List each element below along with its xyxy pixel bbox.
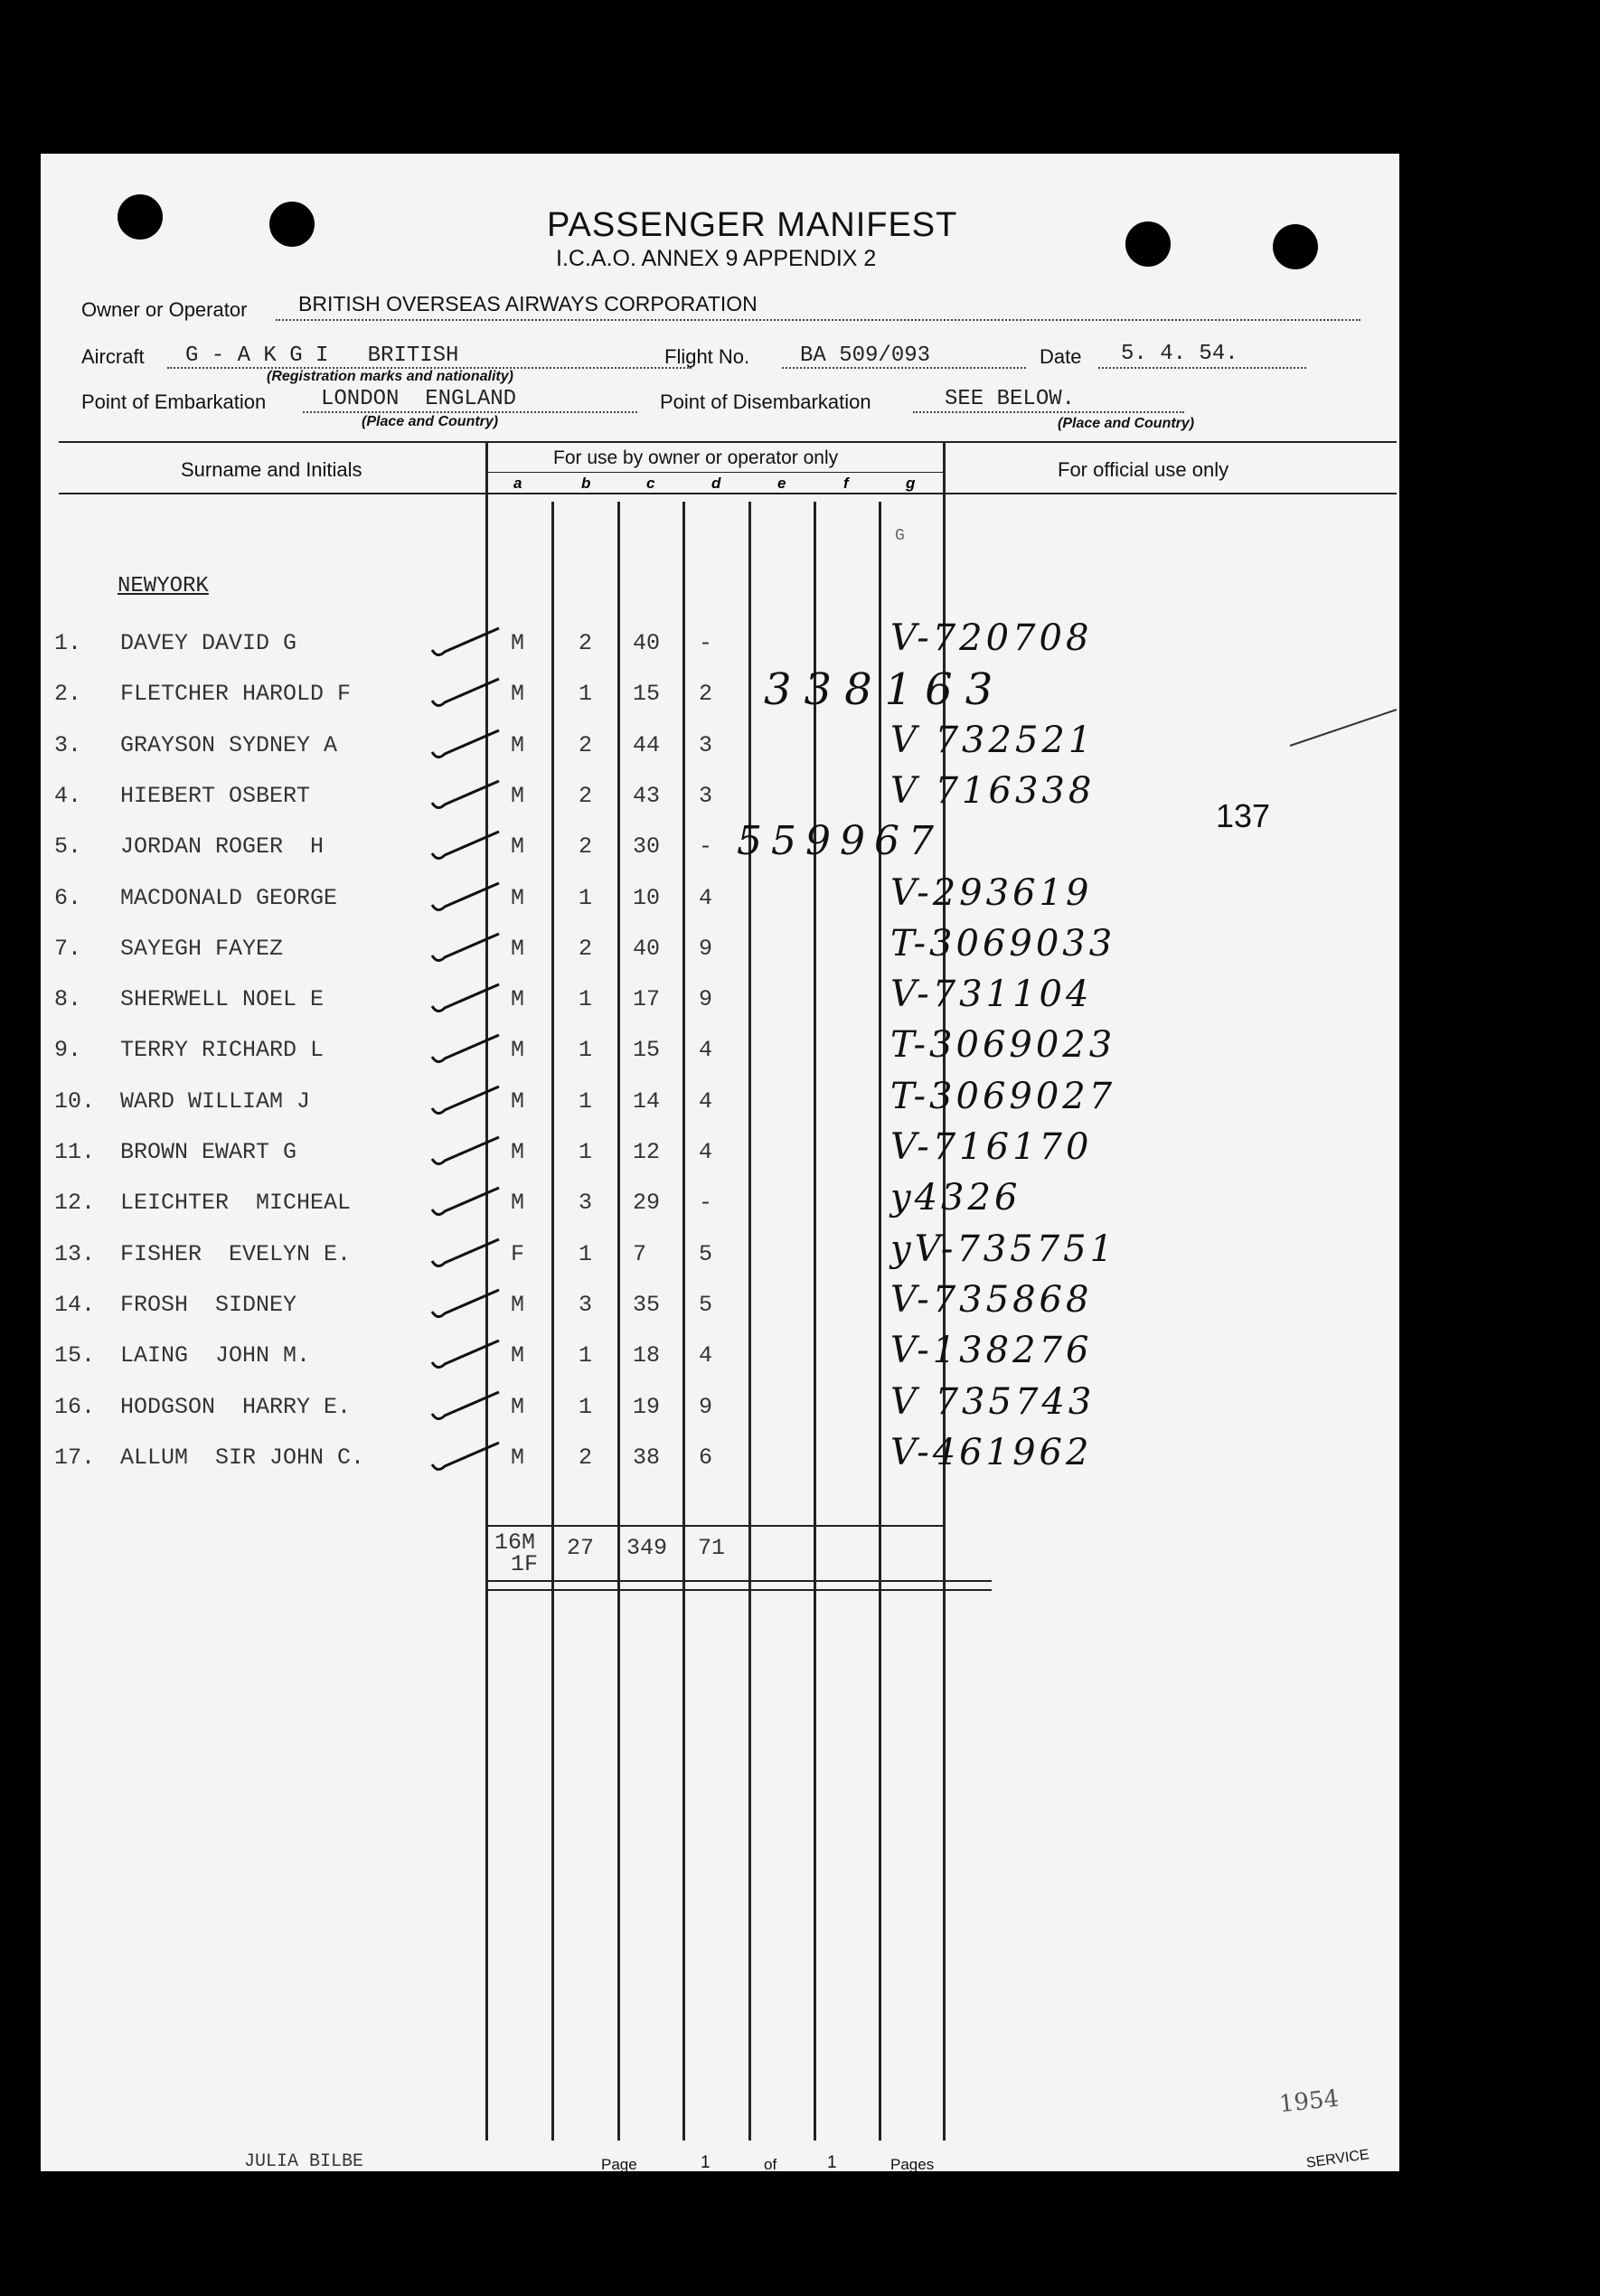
cell-a: M — [511, 1342, 525, 1369]
row-number: 14. — [54, 1292, 96, 1318]
passenger-name: DAVEY DAVID G — [120, 630, 297, 656]
handwritten-note-row5: 559967 — [737, 818, 943, 864]
row-number: 9. — [54, 1037, 82, 1063]
cell-c: 30 — [633, 833, 661, 860]
official-number: V-138276 — [890, 1330, 1093, 1371]
embark-label: Point of Embarkation — [81, 391, 267, 413]
aircraft-label: Aircraft — [81, 345, 145, 368]
check-mark — [425, 672, 506, 717]
passenger-name: LAING JOHN M. — [120, 1342, 311, 1369]
official-number: T-3069023 — [890, 1024, 1116, 1066]
total-a-female: 1F — [511, 1551, 539, 1577]
cell-a: M — [511, 681, 525, 707]
passenger-name: TERRY RICHARD L — [120, 1037, 325, 1063]
table-row — [41, 770, 1397, 828]
official-number: V-716170 — [890, 1126, 1093, 1168]
check-mark — [425, 1181, 506, 1226]
table-row — [41, 974, 1397, 1031]
cell-c: 40 — [633, 630, 661, 656]
cell-a: M — [511, 1394, 525, 1420]
official-number: V-731104 — [890, 974, 1093, 1015]
row-number: 2. — [54, 681, 82, 707]
embark-value: LONDON ENGLAND — [321, 387, 517, 411]
cell-b: 1 — [579, 1394, 593, 1420]
row-number: 1. — [54, 630, 82, 656]
row-number: 17. — [54, 1444, 96, 1471]
cell-c: 29 — [633, 1190, 661, 1216]
cell-a: M — [511, 936, 525, 962]
punch-hole — [269, 202, 315, 247]
table-row — [41, 872, 1397, 930]
cell-d: 9 — [699, 1394, 713, 1420]
row-number: 11. — [54, 1139, 96, 1165]
disembark-label: Point of Disembarkation — [660, 391, 871, 413]
official-number: V-461962 — [890, 1432, 1093, 1473]
cell-a: F — [511, 1241, 525, 1267]
passenger-name: FROSH SIDNEY — [120, 1292, 297, 1318]
cell-a: M — [511, 833, 525, 860]
cell-c: 7 — [633, 1241, 647, 1267]
passenger-name: LEICHTER MICHEAL — [120, 1190, 352, 1216]
total-d: 71 — [698, 1535, 726, 1561]
disembark-note: (Place and Country) — [1058, 416, 1195, 431]
row-number: 3. — [54, 732, 82, 758]
section-newyork: NEWYORK — [118, 574, 209, 598]
handwritten-note-row2: 338163 — [764, 664, 1006, 715]
punch-hole — [1125, 221, 1171, 267]
cell-b: 1 — [579, 986, 593, 1012]
sub-col-f: f — [843, 475, 849, 492]
cell-c: 35 — [633, 1292, 661, 1318]
cell-b: 1 — [579, 681, 593, 707]
cell-d: 3 — [699, 732, 713, 758]
check-mark — [425, 723, 506, 768]
passenger-name: HODGSON HARRY E. — [120, 1394, 352, 1420]
margin-stroke — [1288, 705, 1401, 750]
passenger-name: GRAYSON SYDNEY A — [120, 732, 338, 758]
official-number: T-3069033 — [890, 923, 1116, 965]
check-mark — [425, 977, 506, 1022]
cell-c: 18 — [633, 1342, 661, 1369]
footer-prepared: JULIA BILBE — [244, 2151, 364, 2172]
official-number: V-735868 — [890, 1279, 1093, 1321]
row-number: 13. — [54, 1241, 96, 1267]
cell-c: 19 — [633, 1394, 661, 1420]
check-mark — [425, 927, 506, 972]
cell-d: - — [699, 1190, 713, 1216]
cell-c: 10 — [633, 885, 661, 911]
check-mark — [425, 1079, 506, 1124]
table-row — [41, 617, 1397, 675]
cell-a: M — [511, 1292, 525, 1318]
footer-page-num: 1 — [701, 2153, 711, 2172]
stamp-year: 1954 — [1277, 2084, 1341, 2119]
cell-d: 2 — [699, 681, 713, 707]
cell-b: 3 — [579, 1292, 593, 1318]
passenger-name: WARD WILLIAM J — [120, 1088, 311, 1115]
table-row — [41, 681, 1397, 726]
cell-c: 14 — [633, 1088, 661, 1115]
sub-col-c: c — [646, 475, 655, 492]
page-title: PASSENGER MANIFEST — [547, 206, 958, 244]
cell-b: 2 — [579, 936, 593, 962]
check-mark — [425, 1232, 506, 1277]
cell-b: 1 — [579, 1139, 593, 1165]
cell-c: 17 — [633, 986, 661, 1012]
cell-b: 2 — [579, 783, 593, 809]
cell-a: M — [511, 630, 525, 656]
passenger-name: FISHER EVELYN E. — [120, 1241, 352, 1267]
official-number: V 735743 — [890, 1381, 1096, 1423]
cell-d: - — [699, 833, 713, 860]
row-number: 15. — [54, 1342, 96, 1369]
check-mark — [425, 1435, 506, 1481]
table-row — [41, 1381, 1397, 1439]
row-number: 4. — [54, 783, 82, 809]
cell-a: M — [511, 885, 525, 911]
total-c: 349 — [626, 1535, 668, 1561]
total-a-male: 16M — [494, 1529, 536, 1556]
passenger-name: BROWN EWART G — [120, 1139, 297, 1165]
footer-page-label: Page — [601, 2156, 637, 2173]
passenger-name: JORDAN ROGER H — [120, 833, 325, 860]
sub-col-a: a — [513, 475, 522, 492]
cell-c: 43 — [633, 783, 661, 809]
cell-a: M — [511, 1088, 525, 1115]
aircraft-note: (Registration marks and nationality) — [267, 369, 513, 384]
sub-col-e: e — [777, 475, 786, 492]
official-number: y4326 — [890, 1177, 1021, 1219]
col-owner-header: For use by owner or operator only — [553, 447, 839, 468]
official-number: V 716338 — [890, 770, 1096, 812]
table-row — [41, 1279, 1397, 1337]
check-mark — [425, 876, 506, 921]
passenger-name: HIEBERT OSBERT — [120, 783, 311, 809]
cell-d: - — [699, 630, 713, 656]
check-mark — [425, 774, 506, 819]
aircraft-value: G - A K G I BRITISH — [185, 343, 459, 368]
cell-a: M — [511, 1444, 525, 1471]
date-value: 5. 4. 54. — [1121, 342, 1238, 366]
cell-d: 5 — [699, 1241, 713, 1267]
passenger-name: ALLUM SIR JOHN C. — [120, 1444, 365, 1471]
official-number: V 732521 — [890, 720, 1096, 761]
flight-value: BA 509/093 — [800, 343, 931, 368]
table-row — [41, 1330, 1397, 1388]
check-mark — [425, 1130, 506, 1175]
table-row — [41, 1228, 1397, 1286]
cell-b: 1 — [579, 1241, 593, 1267]
cell-b: 1 — [579, 1037, 593, 1063]
check-mark — [425, 1283, 506, 1328]
cell-b: 1 — [579, 1088, 593, 1115]
check-mark — [425, 824, 506, 870]
disembark-value: SEE BELOW. — [945, 387, 1076, 411]
cell-d: 6 — [699, 1444, 713, 1471]
cell-d: 3 — [699, 783, 713, 809]
check-mark — [425, 621, 506, 666]
cell-c: 44 — [633, 732, 661, 758]
table-row — [41, 720, 1397, 777]
cell-d: 4 — [699, 1037, 713, 1063]
cell-a: M — [511, 1139, 525, 1165]
table-row — [41, 1177, 1397, 1235]
cell-c: 40 — [633, 936, 661, 962]
row-number: 5. — [54, 833, 82, 860]
sub-col-d: d — [711, 475, 721, 492]
cell-a: M — [511, 1037, 525, 1063]
cell-c: 15 — [633, 1037, 661, 1063]
table-row — [41, 923, 1397, 981]
table-row — [41, 1432, 1397, 1490]
table-row — [41, 1024, 1397, 1082]
row-number: 8. — [54, 986, 82, 1012]
cell-d: 4 — [699, 885, 713, 911]
sub-col-b: b — [581, 475, 591, 492]
embark-note: (Place and Country) — [362, 414, 499, 429]
cell-c: 15 — [633, 681, 661, 707]
check-mark — [425, 1333, 506, 1379]
total-b: 27 — [567, 1535, 595, 1561]
row-number: 16. — [54, 1394, 96, 1420]
cell-b: 2 — [579, 732, 593, 758]
passenger-name: SHERWELL NOEL E — [120, 986, 325, 1012]
table-row — [41, 1076, 1397, 1134]
official-number: V-720708 — [890, 617, 1093, 659]
cell-b: 2 — [579, 630, 593, 656]
cell-d: 4 — [699, 1139, 713, 1165]
table-row — [41, 1126, 1397, 1184]
passenger-name: SAYEGH FAYEZ — [120, 936, 284, 962]
punch-hole — [118, 194, 163, 240]
footer-of-label: of — [764, 2156, 777, 2173]
cell-c: 12 — [633, 1139, 661, 1165]
owner-value: BRITISH OVERSEAS AIRWAYS CORPORATION — [298, 292, 758, 315]
stamp-number: 137 — [1216, 797, 1271, 834]
col-official-header: For official use only — [1058, 458, 1229, 481]
row-number: 10. — [54, 1088, 96, 1115]
cell-d: 5 — [699, 1292, 713, 1318]
official-number: V-293619 — [890, 872, 1093, 914]
official-number: T-3069027 — [890, 1076, 1116, 1117]
row-number: 7. — [54, 936, 82, 962]
official-number: yV-735751 — [890, 1228, 1117, 1270]
table-row — [41, 833, 1397, 879]
cell-a: M — [511, 783, 525, 809]
row-number: 6. — [54, 885, 82, 911]
footer-of-num: 1 — [827, 2153, 837, 2172]
cell-a: M — [511, 1190, 525, 1216]
g-mark: G — [895, 527, 905, 545]
cell-b: 2 — [579, 1444, 593, 1471]
cell-b: 2 — [579, 833, 593, 860]
cell-c: 38 — [633, 1444, 661, 1471]
cell-d: 4 — [699, 1342, 713, 1369]
cell-d: 9 — [699, 936, 713, 962]
owner-label: Owner or Operator — [81, 298, 248, 321]
row-number: 12. — [54, 1190, 96, 1216]
footer-service: SERVICE — [1305, 2147, 1370, 2171]
sub-col-g: g — [906, 475, 916, 492]
manifest-sheet — [41, 154, 1399, 2171]
flight-label: Flight No. — [664, 345, 750, 368]
cell-a: M — [511, 986, 525, 1012]
check-mark — [425, 1385, 506, 1430]
punch-hole — [1273, 224, 1318, 269]
passenger-name: MACDONALD GEORGE — [120, 885, 338, 911]
cell-a: M — [511, 732, 525, 758]
cell-d: 9 — [699, 986, 713, 1012]
passenger-name: FLETCHER HAROLD F — [120, 681, 352, 707]
cell-b: 1 — [579, 1342, 593, 1369]
footer-pages-label: Pages — [890, 2156, 935, 2173]
cell-b: 1 — [579, 885, 593, 911]
cell-d: 4 — [699, 1088, 713, 1115]
date-label: Date — [1040, 345, 1082, 368]
col-surname-header: Surname and Initials — [181, 458, 362, 481]
cell-b: 3 — [579, 1190, 593, 1216]
check-mark — [425, 1028, 506, 1073]
page-subtitle: I.C.A.O. ANNEX 9 APPENDIX 2 — [556, 246, 877, 271]
